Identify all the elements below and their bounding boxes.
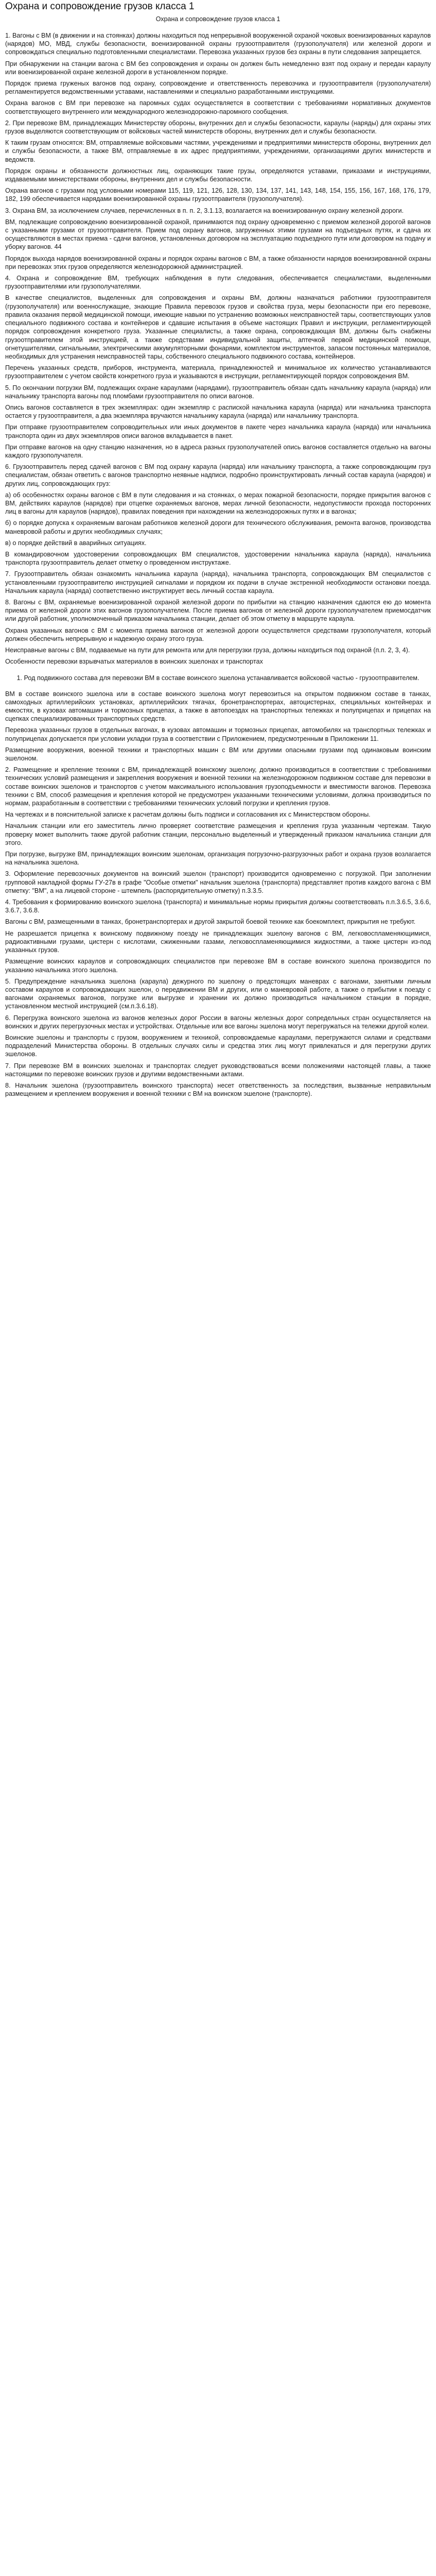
paragraph: ВМ, подлежащие сопровождению военизированной охраной, принимаются под охрану одновременно с приемом железной дорогой вагонов с указанными грузами от грузоотправителя. Прием под охрану вагонов, загруженных этими грузами на подъездных путях, и сдача их осуществляются в местах приема - сдачи вагонов, установленных договором на эксплуатацию подъездного пути или договором на подачу и уборку вагонов. 44 — [5, 218, 431, 251]
page-title: Охрана и сопровождение грузов класса 1 — [5, 1, 195, 12]
paragraph: На чертежах и в пояснительной записке к расчетам должны быть подписи и согласования их с Министерством обороны. — [5, 811, 371, 819]
paragraph: В качестве специалистов, выделенных для сопровождения и охраны ВМ, должны назначаться работники грузоотправителя (грузополучателя) или военнослужащие, знающие Правила перевозок грузов и свойства груза, меры безопасности при его перевозке, правила оказания первой медицинской помощи, имеющие навыки по устранению возможных неисправностей тары, соответствующих узлов специального подвижного состава и контейнеров и сдавшие испытания в объеме настоящих Правил и инструкции, регламентирующей порядок сопровождения конкретного груза. Указанные специалисты, а также охрана, сопровождающая ВМ, должны быть снабжены грузоотправителем этой инструкцией, а также средствами индивидуальной защиты, аптечкой первой медицинской помощи, огнетушителями, сигнальными, электрическими аккумуляторными фонарями, комплектом инструментов, запасом постоянных материалов, необходимых для устранения неисправностей тары, собственного специального подвижного состава, контейнеров. — [5, 294, 431, 360]
paragraph: 5. По окончании погрузки ВМ, подлежащих охране караулами (нарядами), грузоотправитель обязан сдать начальнику караула (наряда) или начальнику транспорта вагоны под пломбами грузоотправителя по описи вагонов. — [5, 384, 431, 400]
paragraph: Воинские эшелоны и транспорты с грузом, вооружением и техникой, сопровождаемые караулами, перегружаются силами и средствами подразделений Министерства обороны. В отдельных случаях силы и средства этих лиц могут привлекаться и для перегрузки других эшелонов. — [5, 1033, 431, 1058]
paragraph: Охрана указанных вагонов с ВМ с момента приема вагонов от железной дороги осуществляется средствами грузополучателя, который должен обеспечить непрерывную и надежную охрану этого груза. — [5, 626, 431, 642]
paragraph: Размещение воинских караулов и сопровождающих специалистов при перевозке ВМ в составе воинского эшелона производится по указанию начальника этого эшелона. — [5, 958, 431, 974]
paragraph: Порядок приема груженых вагонов под охрану, сопровождение и ответственность перевозчика и грузоотправителя (грузополучателя) регламентируется ведомственными уставами, наставлениями и специально разработанными инструкциями. — [5, 80, 431, 96]
paragraph: Неисправные вагоны с ВМ, подаваемые на пути для ремонта или для перегрузки груза, должны находиться под охраной (п.п. 2, 3, 4). — [5, 647, 410, 654]
page-subtitle: Охрана и сопровождение грузов класса 1 — [155, 15, 281, 23]
paragraph: 6. Грузоотправитель перед сдачей вагонов с ВМ под охрану караула (наряда) или начальнику транспорта, а также сопровождающим груз специалистам, обязан ответить с вагонов транспортно неявные надписи, подробно проинструктировать личный состав караула (нарядов) и других лиц, сопровождающих груз: — [5, 463, 431, 487]
paragraph: К таким грузам относятся: ВМ, отправляемые войсковыми частями, учреждениями и предприятиями министерств обороны, внутренних дел и службы безопасности, а также ВМ, отправляемые в их адрес предприятиями, учреждениями, организациями других министерств и ведомств. — [5, 139, 431, 163]
paragraph: 4. Охрана и сопровождение ВМ, требующих наблюдения в пути следования, обеспечивается специалистами, выделенными грузоотправителями или грузополучателями. — [5, 275, 431, 291]
paragraph: 2. При перевозке ВМ, принадлежащих Министерству обороны, внутренних дел и службы безопасности, караулы (наряды) для охраны этих грузов выделяются соответствующим от войсковых частей министерств обороны, внутренних дел и службы безопасности. — [5, 119, 431, 135]
paragraph: При обнаружении на станции вагона с ВМ без сопровождения и охраны он должен быть немедленно взят под охрану и передан караулу или военизированной охране железной дороги в установленном порядке. — [5, 60, 431, 76]
paragraph: 7. Грузоотправитель обязан ознакомить начальника караула (наряда), начальника транспорта, сопровождающих ВМ специалистов с установленными грузоотправителю инструкцией сигналами и порядком их подачи в случае экстренной необходимости остановки поезда. Начальник караула (наряда) соответственно инструктирует весь личный состав караула. — [5, 570, 431, 595]
paragraph: 7. При перевозке ВМ в воинских эшелонах и транспортах следует руководствоваться всеми положениями настоящей главы, а также настоящими по перевозке воинских грузов и другими ведомственными актами. — [5, 1062, 431, 1078]
paragraph: а) об особенностях охраны вагонов с ВМ в пути следования и на стоянках, о мерах пожарной безопасности, порядке прикрытия вагонов с ВМ, действиях караулов (нарядов) при отцепке охраняемых вагонов, мерах личной безопасности, недопустимости прохода посторонних лиц в вагоны для караулов (нарядов), правилах поведения при нахождении на железнодорожных путях и в вагонах; — [5, 491, 431, 516]
paragraph: Охрана вагонов с ВМ при перевозке на паромных судах осуществляется в соответствии с требованиями нормативных документов соответствующего внутреннего или международного железнодорожно-паромного сообщения. — [5, 99, 431, 115]
section-heading: 1. Род подвижного состава для перевозки ВМ в составе воинского эшелона устанавливается войсковой частью - грузоотправителем. — [16, 674, 420, 682]
paragraph: При отправке грузоотправителем сопроводительных или иных документов в пакете через начальника караула (наряда) или начальника транспорта один из двух экземпляров описи вагонов вкладывается в пакет. — [5, 423, 431, 439]
paragraph: Особенности перевозки взрывчатых материалов в воинских эшелонах и транспортах — [5, 658, 263, 666]
paragraph: 3. Оформление перевозочных документов на воинский эшелон (транспорт) производится одновременно с погрузкой. При заполнении групповой накладной формы ГУ-27в в графе "Особые отметки" начальник эшелона (транспорта) представляет против каждого вагона с ВМ отметку: "ВМ", а на лицевой стороне - штемпель (распорядительную отметку) п.3.3.5. — [5, 870, 431, 894]
paragraph: 1. Вагоны с ВМ (в движении и на стоянках) должны находиться под непрерывной вооруженной охраной чоковых военизированных караулов (нарядов) МО, МВД, службы безопасности, военизированной охраны грузоотправителя (грузополучателя) или железной дороги и сопровождаться специально подготовленными специалистами. Перевозка указанных грузов без охраны в пути следования запрещается. — [5, 32, 431, 56]
paragraph: в) о порядке действий в аварийных ситуациях. — [5, 539, 147, 547]
paragraph: 5. Предупреждение начальника эшелона (караула) дежурного по эшелону о предстоящих маневрах с вагонами, занятыми личным составом караулов и сопровождающих эшелон, о передвижении ВМ и других, или о маневровой работе, а также о прибытии к поезду с вагонами охраняемых вагонов, погрузке или выгрузке и хранении их должно производиться начальником станции в порядке, установленном местной инструкцией (см.п.3.6.18). — [5, 977, 431, 1010]
paragraph: Размещение вооружения, военной техники и транспортных машин с ВМ или другими опасными грузами под одинаковым воинским эшелоном. — [5, 746, 431, 762]
paragraph: 4. Требования к формированию воинского эшелона (транспорта) и минимальные нормы прикрытия должны соответствовать п.п.3.6.5, 3.6.6, 3.6.7, 3.6.8. — [5, 899, 431, 914]
paragraph: 2. Размещение и крепление техники с ВМ, принадлежащей воинскому эшелону, должно производиться в соответствии с требованиями технических условий размещения и закрепления вооружения и военной техники на железнодорожном подвижном составе для перевозки в составе воинских эшелонов и транспортов с учетом максимального использования грузоподъемности и вместимости вагонов. Перевозка техники с ВМ, способ размещения и крепления которой не предусмотрен указанными техническими условиями, должна производиться по нормам, разработанным в соответствии с требованиями технических условий погрузки и крепления грузов. — [5, 766, 431, 807]
paragraph: 6. Перегрузка воинского эшелона из вагонов железных дорог России в вагоны железных дорог сопредельных стран осуществляется на воинских и других перегрузочных местах и устройствах. Отдельные или все вагоны эшелона могут перегружаться на тележки другой колеи. — [5, 1014, 431, 1030]
paragraph: 3. Охрана ВМ, за исключением случаев, перечисленных в п. п. 2, 3.1.13, возлагается на военизированную охрану железной дороги. — [5, 207, 404, 214]
paragraph: 8. Начальник эшелона (грузоотправитель воинского транспорта) несет ответственность за последствия, вызванные неправильным размещением и креплением вооружения и военной техники с ВМ на воинском эшелоне (транспорте). — [5, 1081, 431, 1098]
paragraph: В командировочном удостоверении сопровождающих ВМ специалистов, удостоверении начальника караула (наряда), начальника транспорта грузоотправитель делает отметку о проведенном инструктаже. — [5, 550, 431, 567]
paragraph: Порядок охраны и обязанности должностных лиц, охраняющих такие грузы, определяются уставами, приказами и инструкциями, издаваемыми министерствами обороны, внутренних дел и службы безопасности. — [5, 167, 431, 183]
paragraph: Перечень указанных средств, приборов, инструмента, материала, принадлежностей и минимальное их количество устанавливаются грузоотправителем с учетом свойств конкретного груза и указываются в инструкции, регламентирующей порядок сопровождения ВМ. — [5, 364, 431, 380]
paragraph: Охрана вагонов с грузами под условными номерами 115, 119, 121, 126, 128, 130, 134, 137, 141, 143, 148, 154, 155, 156, 167, 168, 176, 179, 182, 199 обеспечивается нарядами военизированной охраны грузоотправителя (грузополучателя). — [5, 187, 431, 203]
document-body — [5, 31, 431, 1098]
paragraph: Не разрешается прицепка к воинскому подвижному поезду не принадлежащих эшелону вагонов с ВМ, легковоспламеняющимися, радиоактивными грузами, цистерн с кислотами, сжиженными газами, легковоспламеняющимися жидкостями, а также цистерн из-под указанных грузов. — [5, 929, 431, 954]
paragraph: Перевозка указанных грузов в отдельных вагонах, в кузовах автомашин и тормозных прицепах, автомобилях на транспортных тележках и полуприцепах допускается при условии укладки груза в соответствии с Приложением, предусмотренным в Приложении 11. — [5, 726, 431, 742]
paragraph: 8. Вагоны с ВМ, охраняемые военизированной охраной железной дороги по прибытии на станцию назначения сдаются ею до момента приема от железной дороги этих вагонов грузополучателем. После приема вагонов от железной дороги грузополучателем приемосдатчик или другой работник, уполномоченный приказом начальника станции, делает об этом отметку в маршруте караула. — [5, 598, 431, 623]
paragraph: Начальник станции или его заместитель лично проверяет соответствие размещения и крепления груза указанным чертежам. Такую проверку может выполнить также другой работник станции, персонально выделенный и утвержденный приказом начальника станции для этого. — [5, 822, 431, 846]
paragraph: ВМ в составе воинского эшелона или в составе воинского эшелона могут перевозиться на открытом подвижном составе в танках, самоходных артиллерийских установках, артиллерийских тягачах, бронетранспортерах, автоцистернах, специальных контейнерах и емкостях, в кузовах автомашин и тормозных прицепах, а также в автопоездах на транспортных тележках и полуприцепах и прицепах на сцепках специализированных транспортных средств. — [5, 690, 431, 723]
paragraph: При отправке вагонов на одну станцию назначения, но в адреса разных грузополучателей опись вагонов составляется отдельно на вагоны каждого грузополучателя. — [5, 443, 431, 459]
paragraph: При погрузке, выгрузке ВМ, принадлежащих воинским эшелонам, организация погрузочно-разгрузочных работ и охрана грузов возлагается на начальника эшелона. — [5, 851, 431, 867]
document-page — [0, 0, 436, 1098]
paragraph: Опись вагонов составляется в трех экземплярах: один экземпляр с распиской начальника караула (наряда) или начальника транспорта остается у грузоотправителя, а два экземпляра вручаются начальнику караула (наряда) или начальнику транспорта. — [5, 403, 431, 420]
paragraph: Вагоны с ВМ, размещенными в танках, бронетранспортерах и другой закрытой боевой технике как боекомплект, прикрытия не требуют. — [5, 918, 416, 926]
paragraph: Порядок выхода нарядов военизированной охраны и порядок охраны вагонов с ВМ, а также обязанности нарядов военизированной охраны при перевозках этих грузов определяются железнодорожной администрацией. — [5, 255, 431, 270]
paragraph: б) о порядке допуска к охраняемым вагонам работников железной дороги для технического обслуживания, ремонта вагонов, производства маневровой работы и других необходимых случаях; — [5, 519, 431, 535]
